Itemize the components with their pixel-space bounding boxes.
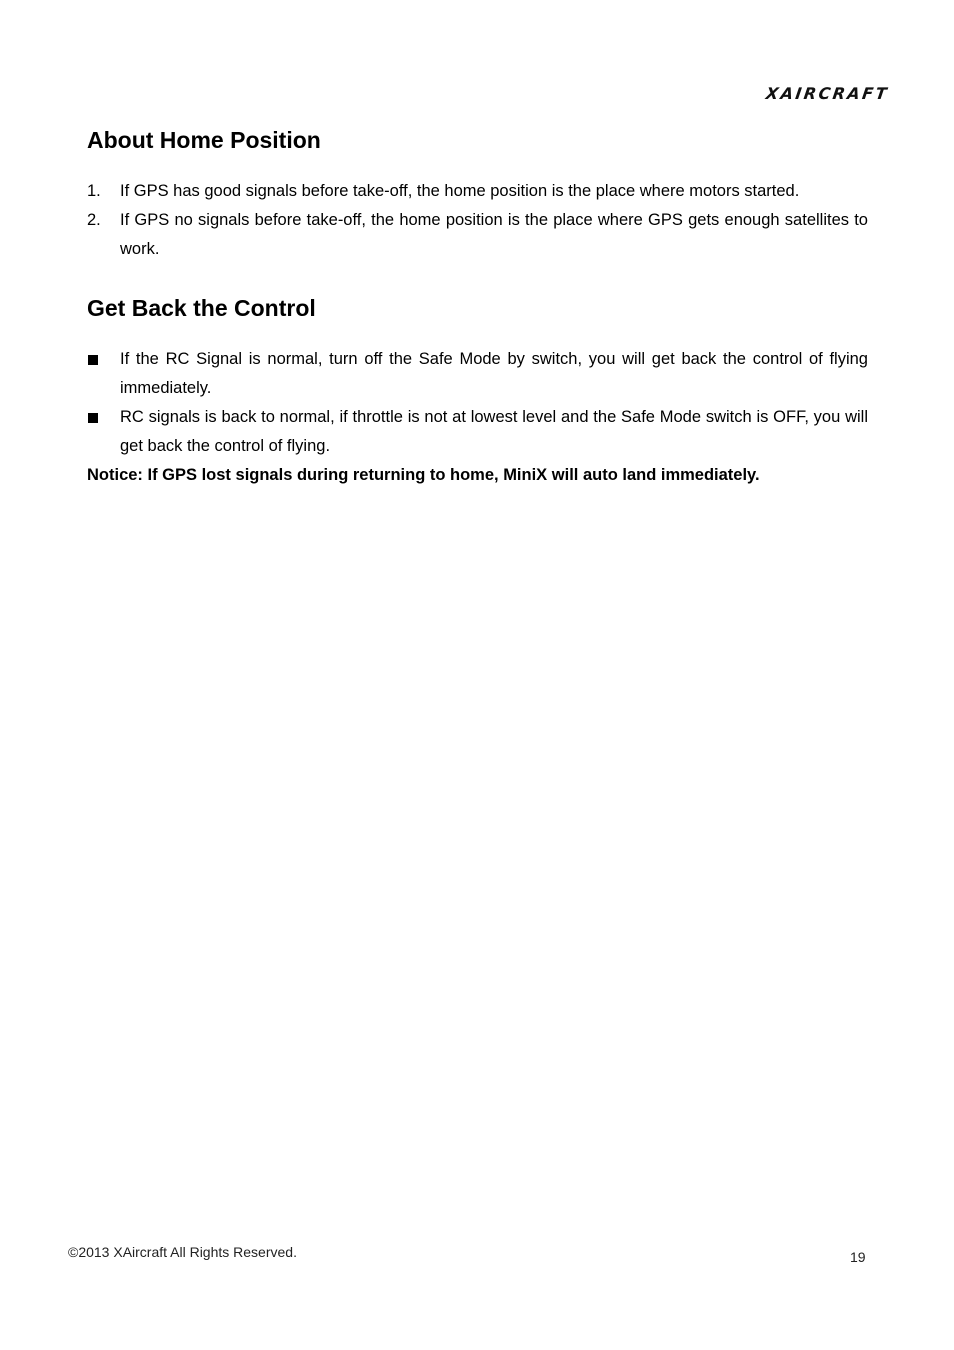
notice-text: Notice: If GPS lost signals during returning to home, MiniX will auto land immediately. [87,466,760,484]
list-item [87,177,868,206]
square-bullet-icon [88,355,98,365]
list-item-text: If GPS no signals before take-off, the home position is the place where GPS gets enough satellites to work. [120,211,868,258]
section-title-get-back-control: Get Back the Control [87,295,316,321]
brand-logo: XAIRCRAFT [764,84,891,103]
get-back-control-list [87,345,868,461]
list-item [87,206,868,264]
list-item-text: If GPS has good signals before take-off, the home position is the place where motors started. [120,182,800,200]
section-title-home-position: About Home Position [87,127,321,153]
square-bullet-icon [88,413,98,423]
list-item [87,403,868,461]
footer-copyright: ©2013 XAircraft All Rights Reserved. [68,1244,297,1260]
list-number: 2. [87,211,101,229]
list-number: 1. [87,182,101,200]
list-item-text: If the RC Signal is normal, turn off the Safe Mode by switch, you will get back the control of flying immediately. [120,350,868,397]
home-position-list [87,177,868,264]
list-item-text: RC signals is back to normal, if throttle is not at lowest level and the Safe Mode switch is OFF, you will get back the control of flying. [120,408,868,455]
list-item [87,345,868,403]
page-number: 19 [850,1249,866,1265]
